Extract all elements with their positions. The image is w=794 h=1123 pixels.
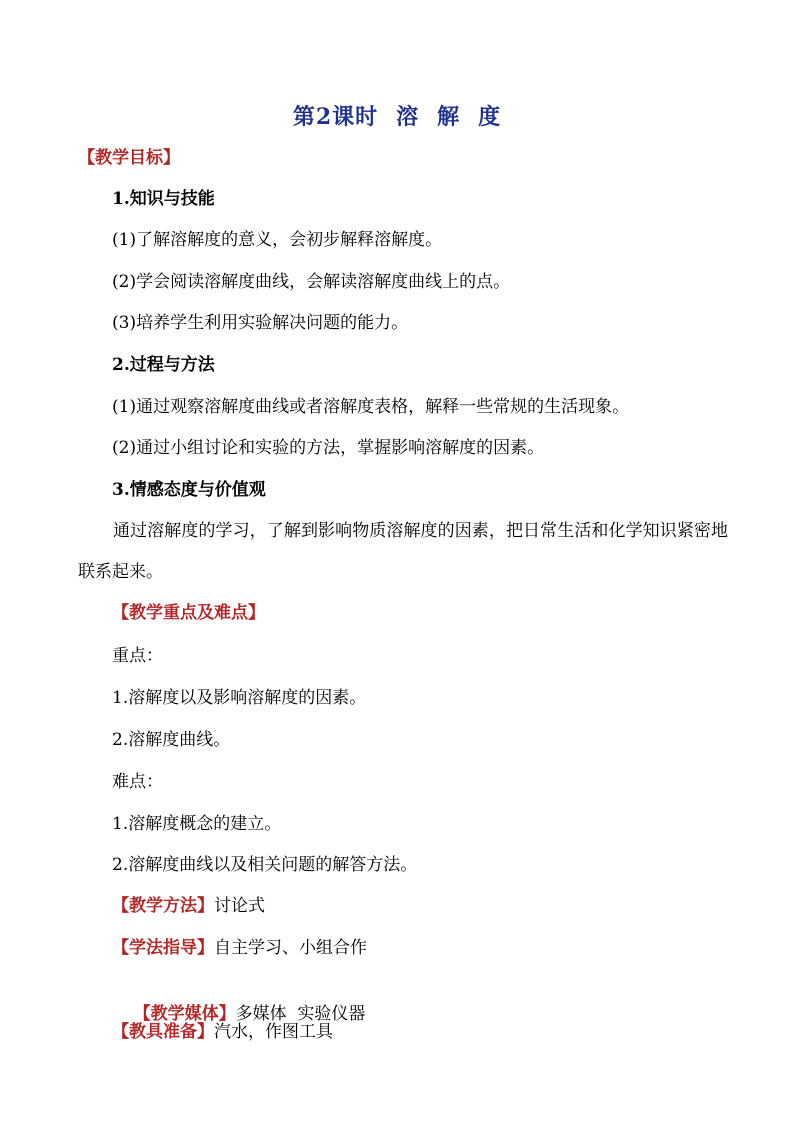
method-label: 【教学方法】 <box>112 896 214 916</box>
title-char-2: 解 <box>437 104 461 130</box>
page-title <box>0 100 794 131</box>
section-knowledge-heading: 1.知识与技能 <box>112 189 215 209</box>
method-row <box>112 894 265 918</box>
section-process-heading: 2.过程与方法 <box>112 355 215 375</box>
title-char-3: 度 <box>478 104 502 130</box>
key-points-heading: 【教学重点及难点】 <box>112 603 265 623</box>
key-item-2: 2.溶解度曲线。 <box>112 730 231 750</box>
tools-label: 【教具准备】 <box>112 1022 214 1042</box>
tools-row <box>112 1020 333 1044</box>
method-value: 讨论式 <box>214 896 265 916</box>
difficult-item-2: 2.溶解度曲线以及相关问题的解答方法。 <box>112 855 418 875</box>
process-item-1: (1)通过观察溶解度曲线或者溶解度表格，解释一些常规的生活现象。 <box>112 397 630 417</box>
title-char-1: 溶 <box>396 104 420 130</box>
key-label: 重点： <box>112 646 163 666</box>
media-label: 【教学媒体】 <box>133 1004 236 1024</box>
study-guide-label: 【学法指导】 <box>112 938 214 958</box>
section-attitude-heading: 3.情感态度与价值观 <box>112 480 266 500</box>
study-guide-row <box>112 936 367 960</box>
knowledge-item-2: (2)学会阅读溶解度曲线，会解读溶解度曲线上的点。 <box>112 272 511 292</box>
study-guide-value: 自主学习、小组合作 <box>214 938 367 958</box>
key-item-1: 1.溶解度以及影响溶解度的因素。 <box>112 688 367 708</box>
process-item-2: (2)通过小组讨论和实验的方法，掌握影响溶解度的因素。 <box>112 438 545 458</box>
lesson-number: 第2课时 <box>292 104 379 130</box>
attitude-paragraph: 通过溶解度的学习，了解到影响物质溶解度的因素，把日常生活和化学知识紧密地联系起来。 <box>78 521 728 582</box>
knowledge-item-1: (1)了解溶解度的意义，会初步解释溶解度。 <box>112 230 443 250</box>
media-value: 多媒体 实验仪器 <box>235 1004 366 1024</box>
difficult-item-1: 1.溶解度概念的建立。 <box>112 814 282 834</box>
knowledge-item-3: (3)培养学生利用实验解决问题的能力。 <box>112 313 409 333</box>
difficult-label: 难点： <box>112 772 163 792</box>
objectives-heading: 【教学目标】 <box>78 148 180 168</box>
tools-value: 汽水，作图工具 <box>214 1022 333 1042</box>
